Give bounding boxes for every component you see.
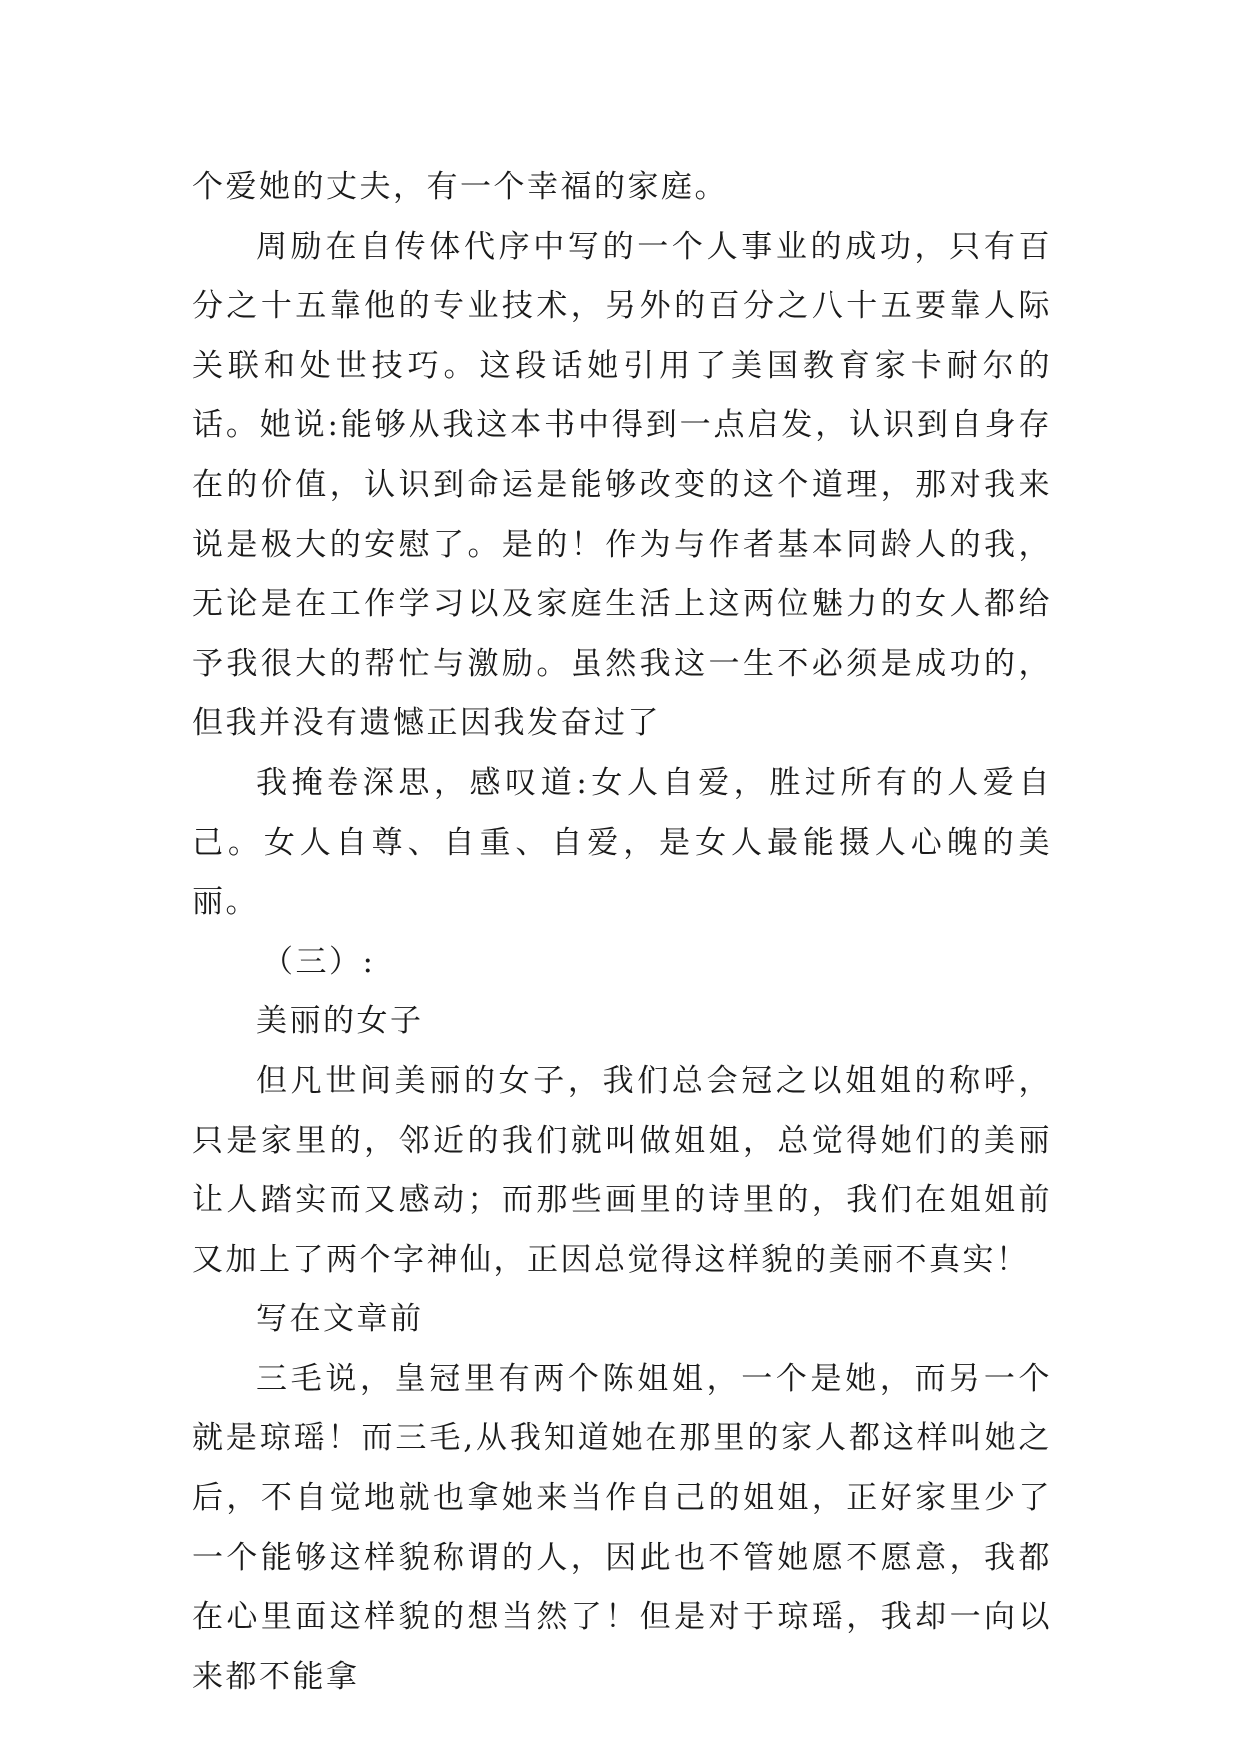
paragraph: 个爱她的丈夫，有一个幸福的家庭。 — [192, 169, 728, 205]
section-number: （三）: — [262, 943, 376, 980]
paragraph: 周励在自传体代序中写的一个人事业的成功，只有百分之十五靠他的专业技术，另外的百分之八十五要靠人际关联和处世技巧。这段话她引用了美国教育家卡耐尔的话。她说:能够从我这本书中得到一点启发，认识到自身存在的价值，认识到命运是能够改变的这个道理，那对我来说是极大的安慰了。是的！作为与作者基本同龄人的我，无论是在工作学习以及家庭生活上这两位魅力的女人都给予我很大的帮忙与激励。虽然我这一生不必须是成功的，但我并没有遗憾正因我发奋过了 — [192, 228, 1052, 742]
body-text — [192, 158, 1052, 1707]
paragraph: 三毛说，皇冠里有两个陈姐姐，一个是她，而另一个就是琼瑶！而三毛,从我知道她在那里的家人都这样叫她之后，不自觉地就也拿她来当作自己的姐姐，正好家里少了一个能够这样貌称谓的人，因此也不管她愿不愿意，我都在心里面这样貌的想当然了！但是对于琼瑶，我却一向以来都不能拿 — [192, 1360, 1052, 1695]
section-heading: 写在文章前 — [256, 1301, 424, 1338]
paragraph: 我掩卷深思，感叹道:女人自爱，胜过所有的人爱自己。女人自尊、自重、自爱，是女人最能摄人心魄的美丽。 — [192, 764, 1052, 921]
section-heading: 美丽的女子 — [256, 1003, 424, 1040]
paragraph: 但凡世间美丽的女子，我们总会冠之以姐姐的称呼，只是家里的，邻近的我们就叫做姐姐，总觉得她们的美丽让人踏实而又感动；而那些画里的诗里的，我们在姐姐前又加上了两个字神仙，正因总觉得这样貌的美丽不真实！ — [192, 1062, 1052, 1278]
